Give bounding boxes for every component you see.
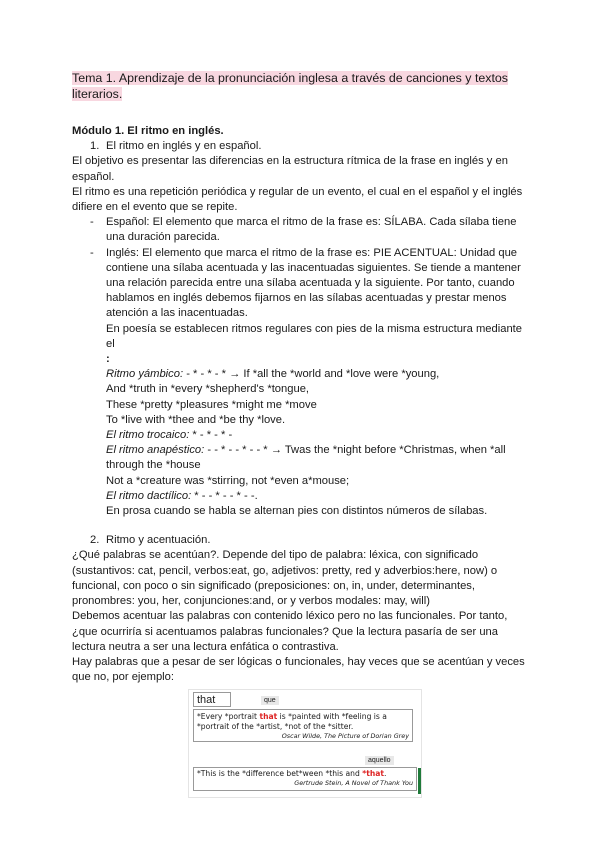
word-box: that [193,692,231,707]
paragraph: ¿Qué palabras se acentúan?. Depende del tipo de palabra: léxica, con significado (sustantivos: cat, pencil, verbos:eat, go, adjetivos: pretty, red y adverbios:here, now) o funcional, con poco o sin significado (preposiciones: on, in, under, determinantes, pronombres: you, her, conjunciones:and, or y verbos modales: may, will) [72,549,498,608]
quote-box: *Every *portrait that is *painted with *feeling is a *portrait of the *artist, *not of the *sitter. Oscar Wilde, The Picture of Dorian Grey [193,709,413,742]
translation-tag: aquello [365,756,394,765]
bullet-list [72,215,527,321]
quote-box: *This is the *difference bet*ween *this and *that. Gertrude Stein, A Novel of Thank You [193,767,417,791]
paragraph: El objetivo es presentar las diferencias en la estructura rítmica de la frase en inglés y en español. [72,155,508,183]
green-marker [418,768,421,794]
poetry-block: En poesía se establecen ritmos regulares con pies de la misma estructura mediante el : Ritmo yámbico: - * - * - * → If *all the *world and *love were *young, And *truth in *every *shepherd's *tongue, These *pretty *pleasures *might me *move To *live with *thee and *be thy *love. El ritmo trocaico: * - * - * - El ritmo anapéstico: - - * - - * - - * → Twas the *night before *Christmas, when *all through the *house Not a *creature was *stirring, not *even a*mouse; El ritmo dactílico: * - - * - - * - -. En prosa cuando se habla se alternan pies con distintos números de sílabas. [106,322,523,518]
module-heading: Módulo 1. El ritmo en inglés. [72,125,224,137]
quote-source: Oscar Wilde, The Picture of Dorian Grey [281,731,409,740]
page-title: Tema 1. Aprendizaje de la pronunciación inglesa a través de canciones y textos literarios. [72,71,509,101]
list-item: - Inglés: El elemento que marca el ritmo de la frase es: PIE ACENTUAL: Unidad que contiene una sílaba acentuada y las inacentuadas siguientes. Se tiende a mantener una relación parecida entre una sílaba acentuada y la siguiente. Por tanto, cuando hablamos en inglés debemos fijarnos en las sílabas acentuadas y prestar menos atención a las inacentuadas. [90,246,521,320]
list-item: - Español: El elemento que marca el ritmo de la frase es: SÍLABA. Cada sílaba tiene una duración parecida. [90,216,517,244]
paragraph: Hay palabras que a pesar de ser lógicas o funcionales, hay veces que se acentúan y veces que no, por ejemplo: [72,655,525,684]
quote-source: Gertrude Stein, A Novel of Thank You [294,778,413,787]
example-figure [188,689,422,798]
section-1-heading: 1. El ritmo en inglés y en español. [90,140,262,153]
paragraph: El ritmo es una repetición periódica y regular de un evento, el cual en el español y el inglés difiere en el evento que se repite. [72,185,523,214]
translation-tag: que [261,696,279,705]
section-2-heading: 2. Ritmo y acentuación. [90,534,211,547]
paragraph: Debemos acentuar las palabras con contenido léxico pero no las funcionales. Por tanto, ¿que ocurriría si acentuamos palabras funcionales? Que la lectura pasaría de ser una lectura neutra a ser una lectura enfática o contrastiva. [72,610,508,653]
document-page [72,70,527,798]
